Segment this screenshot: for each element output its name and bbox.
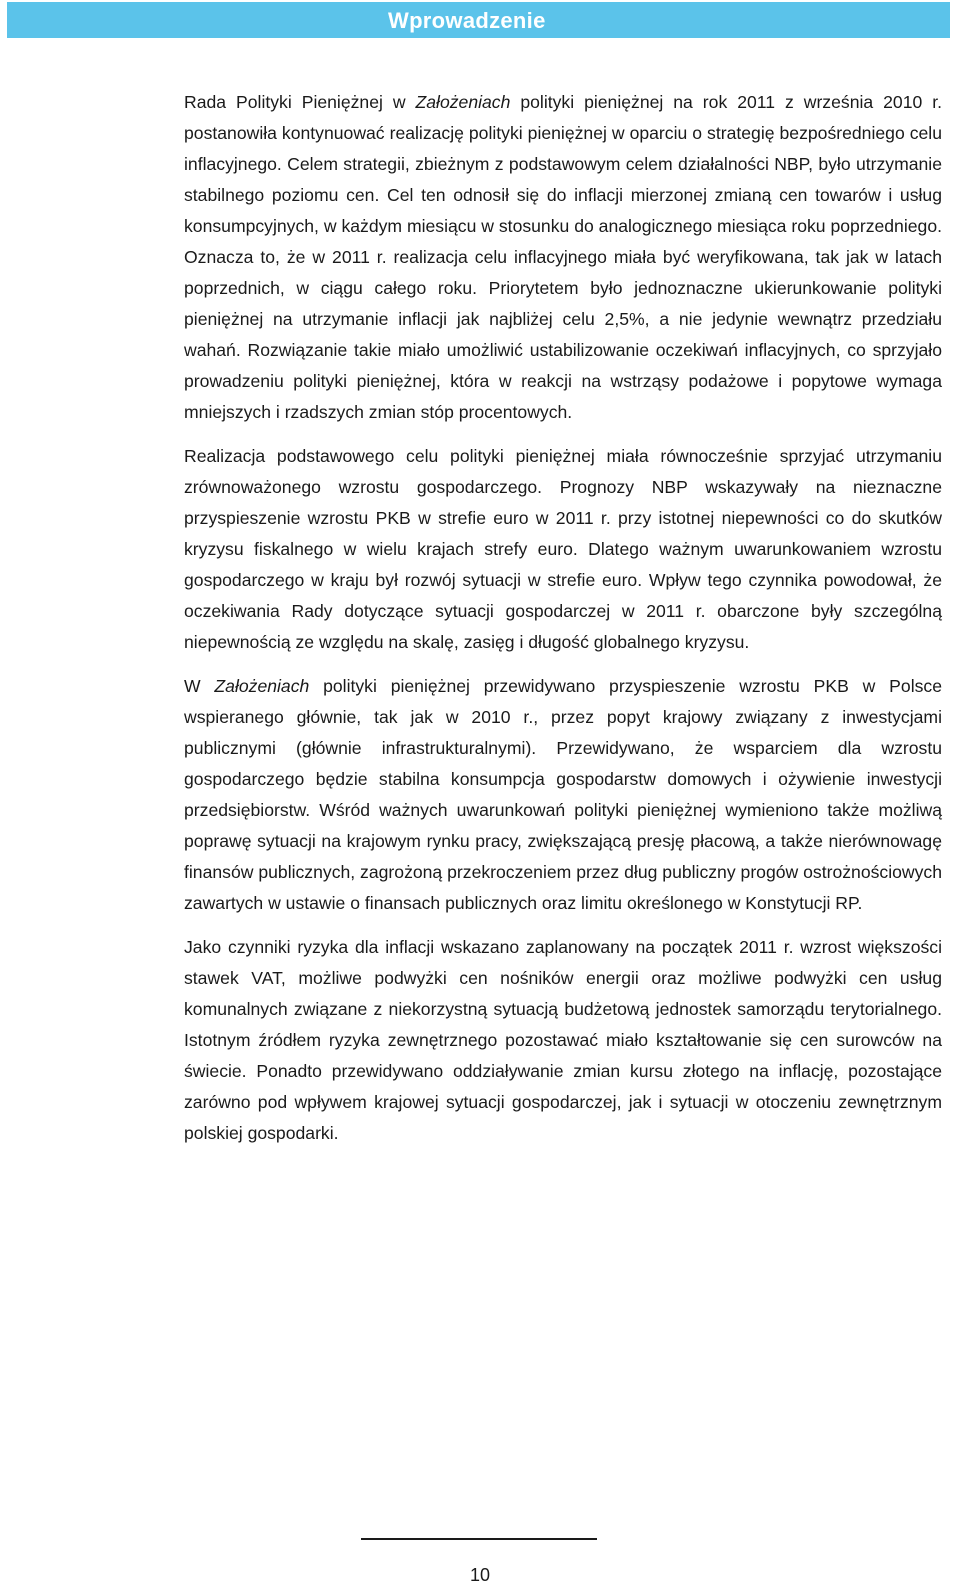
body-text	[184, 87, 942, 1162]
document-title-italic: Założeniach	[415, 92, 511, 112]
document-title-italic: Założeniach	[214, 676, 310, 696]
section-title: Wprowadzenie	[388, 8, 546, 33]
footer-divider	[361, 1538, 597, 1540]
paragraph: Jako czynniki ryzyka dla inflacji wskazano zaplanowany na początek 2011 r. wzrost większości stawek VAT, możliwe podwyżki cen nośników energii oraz możliwe podwyżki cen usług komunalnych związane z niekorzystną sytuacją budżetową jednostek samorządu terytorialnego. Istotnym źródłem ryzyka zewnętrznego pozostawać miało kształtowanie się cen surowców na świecie. Ponadto przewidywano oddziaływanie zmian kursu złotego na inflację, pozostające zarówno pod wpływem krajowej sytuacji gospodarczej, jak i sytuacji w otoczeniu zewnętrznym polskiej gospodarki.	[184, 937, 942, 1143]
paragraph: Rada Polityki Pieniężnej w Założeniach polityki pieniężnej na rok 2011 z września 2010 r. postanowiła kontynuować realizację polityki pieniężnej w oparciu o strategię bezpośredniego celu inflacyjnego. Celem strategii, zbieżnym z podstawowym celem działalności NBP, było utrzymanie stabilnego poziomu cen. Cel ten odnosił się do inflacji mierzonej zmianą cen towarów i usług konsumpcyjnych, w każdym miesiącu w stosunku do analogicznego miesiąca roku poprzedniego. Oznacza to, że w 2011 r. realizacja celu inflacyjnego miała być weryfikowana, tak jak w latach poprzednich, w ciągu całego roku. Priorytetem było jednoznaczne ukierunkowanie polityki pieniężnej na utrzymanie inflacji jak najbliżej celu 2,5%, a nie jedynie wewnątrz przedziału wahań. Rozwiązanie takie miało umożliwić ustabilizowanie oczekiwań inflacyjnych, co sprzyjało prowadzeniu polityki pieniężnej, która w reakcji na wstrząsy podażowe i popytowe wymaga mniejszych i rzadszych zmian stóp procentowych.	[184, 92, 942, 422]
paragraph: Realizacja podstawowego celu polityki pieniężnej miała równocześnie sprzyjać utrzymaniu zrównoważonego wzrostu gospodarczego. Prognozy NBP wskazywały na nieznaczne przyspieszenie wzrostu PKB w strefie euro w 2011 r. przy istotnej niepewności co do skutków kryzysu fiskalnego w wielu krajach strefy euro. Dlatego ważnym uwarunkowaniem wzrostu gospodarczego w kraju był rozwój sytuacji w strefie euro. Wpływ tego czynnika powodował, że oczekiwania Rady dotyczące sytuacji gospodarczej w 2011 r. obarczone były szczególną niepewnością ze względu na skalę, zasięg i długość globalnego kryzysu.	[184, 446, 942, 652]
paragraph: W Założeniach polityki pieniężnej przewidywano przyspieszenie wzrostu PKB w Polsce wspieranego głównie, tak jak w 2010 r., przez popyt krajowy związany z inwestycjami publicznymi (głównie infrastrukturalnymi). Przewidywano, że wsparciem dla wzrostu gospodarczego będzie stabilna konsumpcja gospodarstw domowych i ożywienie inwestycji przedsiębiorstw. Wśród ważnych uwarunkowań polityki pieniężnej wymieniono także możliwą poprawę sytuacji na krajowym rynku pracy, zwiększającą presję płacową, a także nierównowagę finansów publicznych, zagrożoną przekroczeniem przez dług publiczny progów ostrożnościowych zawartych w ustawie o finansach publicznych oraz limitu określonego w Konstytucji RP.	[184, 676, 942, 913]
page-number: 10	[469, 1565, 491, 1585]
section-header-bar	[7, 2, 950, 38]
